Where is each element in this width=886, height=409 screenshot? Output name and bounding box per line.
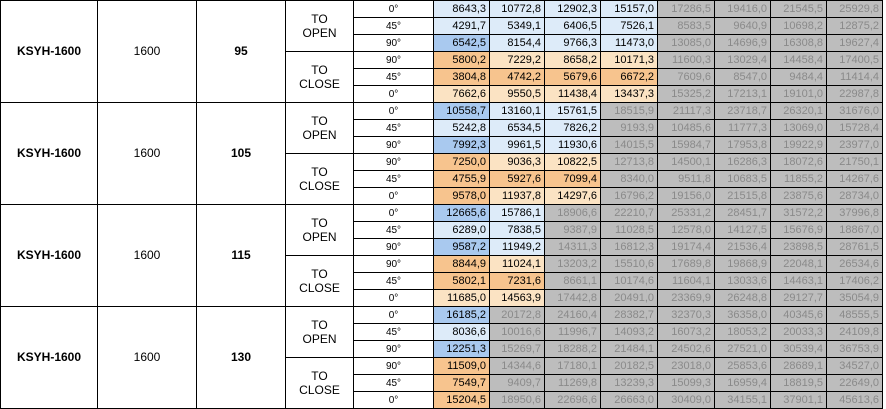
value-cell: 11438,4: [545, 86, 601, 103]
value-cell: 26320,1: [771, 103, 827, 120]
value-cell: 9766,3: [545, 35, 601, 52]
value-cell: 7250,0: [434, 154, 490, 171]
value-cell: 10772,8: [490, 1, 545, 18]
value-cell: 14458,4: [771, 52, 827, 69]
value-cell: 19156,0: [658, 188, 715, 205]
value-cell: 19868,9: [715, 256, 771, 273]
value-cell: 16185,2: [434, 307, 490, 324]
angle-cell: 90°: [354, 239, 434, 256]
value-cell: 8340,0: [601, 171, 658, 188]
value-cell: 15099,3: [658, 375, 715, 392]
angle-cell: 45°: [354, 171, 434, 188]
value-cell: 7229,2: [490, 52, 545, 69]
value-cell: 23875,6: [771, 188, 827, 205]
angle-cell: 0°: [354, 1, 434, 18]
value-cell: 20033,3: [771, 324, 827, 341]
value-cell: 13033,6: [715, 273, 771, 290]
value-cell: 36358,0: [715, 307, 771, 324]
value-cell: 15728,4: [827, 120, 883, 137]
value-cell: 11414,4: [827, 69, 883, 86]
value-cell: 8547,0: [715, 69, 771, 86]
direction-label: TO CLOSE: [286, 358, 354, 409]
value-cell: 15204,5: [434, 392, 490, 409]
size-cell: 1600: [98, 307, 197, 409]
value-cell: 34155,1: [715, 392, 771, 409]
value-cell: 30409,0: [658, 392, 715, 409]
value-cell: 11937,8: [490, 188, 545, 205]
value-cell: 17180,1: [545, 358, 601, 375]
value-cell: 17400,5: [827, 52, 883, 69]
value-cell: 25929,8: [827, 1, 883, 18]
table-row: [1, 1, 883, 18]
value-cell: 11509,0: [434, 358, 490, 375]
angle-cell: 90°: [354, 52, 434, 69]
value-cell: 7662,6: [434, 86, 490, 103]
value-cell: 22649,0: [827, 375, 883, 392]
torque-cell: 130: [197, 307, 286, 409]
value-cell: 7826,2: [545, 120, 601, 137]
value-cell: 10171,3: [601, 52, 658, 69]
value-cell: 5800,2: [434, 52, 490, 69]
value-cell: 10683,5: [715, 171, 771, 188]
model-cell: KSYH-1600: [1, 103, 98, 205]
value-cell: 11604,1: [658, 273, 715, 290]
value-cell: 10174,6: [601, 273, 658, 290]
value-cell: 23977,0: [827, 137, 883, 154]
size-cell: 1600: [98, 1, 197, 103]
value-cell: 17286,5: [658, 1, 715, 18]
value-cell: 37901,1: [771, 392, 827, 409]
value-cell: 15269,7: [490, 341, 545, 358]
value-cell: 11028,5: [601, 222, 658, 239]
value-cell: 13085,0: [658, 35, 715, 52]
value-cell: 34527,0: [827, 358, 883, 375]
value-cell: 15761,5: [545, 103, 601, 120]
value-cell: 9587,2: [434, 239, 490, 256]
value-cell: 4291,7: [434, 18, 490, 35]
angle-cell: 0°: [354, 392, 434, 409]
torque-cell: 105: [197, 103, 286, 205]
table-body: [1, 1, 883, 409]
direction-label: TO OPEN: [286, 307, 354, 358]
angle-cell: 0°: [354, 290, 434, 307]
value-cell: 15984,7: [658, 137, 715, 154]
value-cell: 14311,3: [545, 239, 601, 256]
value-cell: 15157,0: [601, 1, 658, 18]
angle-cell: 0°: [354, 103, 434, 120]
value-cell: 7549,7: [434, 375, 490, 392]
value-cell: 13160,1: [490, 103, 545, 120]
value-cell: 40345,6: [771, 307, 827, 324]
value-cell: 17213,1: [715, 86, 771, 103]
angle-cell: 0°: [354, 205, 434, 222]
angle-cell: 45°: [354, 375, 434, 392]
value-cell: 11685,0: [434, 290, 490, 307]
value-cell: 13239,3: [601, 375, 658, 392]
value-cell: 20182,5: [601, 358, 658, 375]
value-cell: 19627,4: [827, 35, 883, 52]
value-cell: 26663,0: [601, 392, 658, 409]
value-cell: 14093,2: [601, 324, 658, 341]
value-cell: 11473,0: [601, 35, 658, 52]
direction-label: TO CLOSE: [286, 256, 354, 307]
value-cell: 19922,9: [771, 137, 827, 154]
value-cell: 31676,0: [827, 103, 883, 120]
value-cell: 9484,4: [771, 69, 827, 86]
table-row: [1, 307, 883, 324]
value-cell: 19174,4: [658, 239, 715, 256]
value-cell: 18072,6: [771, 154, 827, 171]
value-cell: 5927,6: [490, 171, 545, 188]
value-cell: 18819,5: [771, 375, 827, 392]
value-cell: 14267,6: [827, 171, 883, 188]
value-cell: 11949,2: [490, 239, 545, 256]
value-cell: 7992,3: [434, 137, 490, 154]
angle-cell: 90°: [354, 341, 434, 358]
value-cell: 12665,6: [434, 205, 490, 222]
value-cell: 12578,0: [658, 222, 715, 239]
angle-cell: 45°: [354, 222, 434, 239]
value-cell: 37996,8: [827, 205, 883, 222]
value-cell: 18515,9: [601, 103, 658, 120]
value-cell: 18906,6: [545, 205, 601, 222]
value-cell: 9961,5: [490, 137, 545, 154]
angle-cell: 90°: [354, 35, 434, 52]
torque-cell: 115: [197, 205, 286, 307]
value-cell: 15510,6: [601, 256, 658, 273]
value-cell: 28451,7: [715, 205, 771, 222]
value-cell: 12713,8: [601, 154, 658, 171]
value-cell: 21536,4: [715, 239, 771, 256]
value-cell: 10822,5: [545, 154, 601, 171]
value-cell: 17689,8: [658, 256, 715, 273]
value-cell: 9640,9: [715, 18, 771, 35]
value-cell: 9578,0: [434, 188, 490, 205]
value-cell: 11024,1: [490, 256, 545, 273]
value-cell: 11269,8: [545, 375, 601, 392]
value-cell: 3804,8: [434, 69, 490, 86]
value-cell: 5802,1: [434, 273, 490, 290]
value-cell: 8036,6: [434, 324, 490, 341]
direction-label: TO OPEN: [286, 103, 354, 154]
value-cell: 17406,2: [827, 273, 883, 290]
value-cell: 24109,8: [827, 324, 883, 341]
value-cell: 23369,9: [658, 290, 715, 307]
value-cell: 21117,3: [658, 103, 715, 120]
value-cell: 18867,0: [827, 222, 883, 239]
value-cell: 7609,6: [658, 69, 715, 86]
value-cell: 10558,7: [434, 103, 490, 120]
value-cell: 18288,2: [545, 341, 601, 358]
value-cell: 13029,4: [715, 52, 771, 69]
value-cell: 10698,2: [771, 18, 827, 35]
value-cell: 24502,6: [658, 341, 715, 358]
value-cell: 16796,2: [601, 188, 658, 205]
value-cell: 12251,3: [434, 341, 490, 358]
value-cell: 10016,6: [490, 324, 545, 341]
value-cell: 12875,2: [827, 18, 883, 35]
direction-label: TO OPEN: [286, 205, 354, 256]
value-cell: 14344,6: [490, 358, 545, 375]
value-cell: 23718,7: [715, 103, 771, 120]
value-cell: 28689,1: [771, 358, 827, 375]
angle-cell: 0°: [354, 86, 434, 103]
value-cell: 17953,8: [715, 137, 771, 154]
value-cell: 35054,9: [827, 290, 883, 307]
angle-cell: 90°: [354, 358, 434, 375]
direction-label: TO CLOSE: [286, 154, 354, 205]
value-cell: 16286,3: [715, 154, 771, 171]
value-cell: 6406,5: [545, 18, 601, 35]
value-cell: 19101,0: [771, 86, 827, 103]
value-cell: 8658,2: [545, 52, 601, 69]
angle-cell: 90°: [354, 137, 434, 154]
model-cell: KSYH-1600: [1, 205, 98, 307]
value-cell: 22048,1: [771, 256, 827, 273]
angle-cell: 45°: [354, 273, 434, 290]
value-cell: 21750,1: [827, 154, 883, 171]
value-cell: 45613,6: [827, 392, 883, 409]
value-cell: 28382,7: [601, 307, 658, 324]
value-cell: 16308,8: [771, 35, 827, 52]
value-cell: 26248,8: [715, 290, 771, 307]
value-cell: 23018,0: [658, 358, 715, 375]
value-cell: 7838,5: [490, 222, 545, 239]
value-cell: 9511,8: [658, 171, 715, 188]
size-cell: 1600: [98, 103, 197, 205]
table-row: [1, 205, 883, 222]
value-cell: 20172,8: [490, 307, 545, 324]
value-cell: 25853,6: [715, 358, 771, 375]
value-cell: 6289,0: [434, 222, 490, 239]
value-cell: 8844,9: [434, 256, 490, 273]
value-cell: 6542,5: [434, 35, 490, 52]
value-cell: 9409,7: [490, 375, 545, 392]
value-cell: 8583,5: [658, 18, 715, 35]
value-cell: 11996,7: [545, 324, 601, 341]
value-cell: 8643,3: [434, 1, 490, 18]
value-cell: 48555,5: [827, 307, 883, 324]
value-cell: 22987,8: [827, 86, 883, 103]
angle-cell: 0°: [354, 188, 434, 205]
angle-cell: 45°: [354, 120, 434, 137]
value-cell: 11777,3: [715, 120, 771, 137]
value-cell: 6534,5: [490, 120, 545, 137]
size-cell: 1600: [98, 205, 197, 307]
value-cell: 7526,1: [601, 18, 658, 35]
table-row: [1, 103, 883, 120]
value-cell: 14127,5: [715, 222, 771, 239]
value-cell: 14563,9: [490, 290, 545, 307]
value-cell: 14463,1: [771, 273, 827, 290]
value-cell: 28734,0: [827, 188, 883, 205]
torque-cell: 95: [197, 1, 286, 103]
value-cell: 9193,9: [601, 120, 658, 137]
value-cell: 28761,5: [827, 239, 883, 256]
value-cell: 18950,6: [490, 392, 545, 409]
value-cell: 9550,5: [490, 86, 545, 103]
value-cell: 23898,5: [771, 239, 827, 256]
value-cell: 7099,4: [545, 171, 601, 188]
value-cell: 17442,8: [545, 290, 601, 307]
value-cell: 13069,0: [771, 120, 827, 137]
value-cell: 5679,6: [545, 69, 601, 86]
value-cell: 5349,1: [490, 18, 545, 35]
model-cell: KSYH-1600: [1, 307, 98, 409]
value-cell: 29127,7: [771, 290, 827, 307]
value-cell: 16812,3: [601, 239, 658, 256]
value-cell: 13437,3: [601, 86, 658, 103]
value-cell: 6672,2: [601, 69, 658, 86]
value-cell: 11855,2: [771, 171, 827, 188]
value-cell: 9036,3: [490, 154, 545, 171]
value-cell: 14500,1: [658, 154, 715, 171]
value-cell: 15676,9: [771, 222, 827, 239]
value-cell: 20491,0: [601, 290, 658, 307]
value-cell: 5242,8: [434, 120, 490, 137]
value-cell: 13203,2: [545, 256, 601, 273]
model-cell: KSYH-1600: [1, 1, 98, 103]
value-cell: 4742,2: [490, 69, 545, 86]
value-cell: 21545,5: [771, 1, 827, 18]
angle-cell: 0°: [354, 307, 434, 324]
value-cell: 11930,6: [545, 137, 601, 154]
value-cell: 12902,3: [545, 1, 601, 18]
value-cell: 4755,9: [434, 171, 490, 188]
value-cell: 32370,3: [658, 307, 715, 324]
value-cell: 8154,4: [490, 35, 545, 52]
angle-cell: 45°: [354, 18, 434, 35]
value-cell: 27521,0: [715, 341, 771, 358]
angle-cell: 90°: [354, 154, 434, 171]
value-cell: 7231,6: [490, 273, 545, 290]
angle-cell: 45°: [354, 69, 434, 86]
value-cell: 8661,1: [545, 273, 601, 290]
value-cell: 9387,9: [545, 222, 601, 239]
value-cell: 21515,8: [715, 188, 771, 205]
value-cell: 22210,7: [601, 205, 658, 222]
value-cell: 18053,2: [715, 324, 771, 341]
value-cell: 19416,0: [715, 1, 771, 18]
value-cell: 26534,6: [827, 256, 883, 273]
value-cell: 30539,4: [771, 341, 827, 358]
direction-label: TO OPEN: [286, 1, 354, 52]
angle-cell: 90°: [354, 256, 434, 273]
value-cell: 14297,6: [545, 188, 601, 205]
value-cell: 16073,2: [658, 324, 715, 341]
value-cell: 11600,3: [658, 52, 715, 69]
value-cell: 22696,6: [545, 392, 601, 409]
value-cell: 14696,9: [715, 35, 771, 52]
value-cell: 36753,9: [827, 341, 883, 358]
value-cell: 15325,2: [658, 86, 715, 103]
angle-cell: 45°: [354, 324, 434, 341]
value-cell: 25331,2: [658, 205, 715, 222]
value-cell: 21484,1: [601, 341, 658, 358]
value-cell: 15786,1: [490, 205, 545, 222]
direction-label: TO CLOSE: [286, 52, 354, 103]
value-cell: 24160,4: [545, 307, 601, 324]
value-cell: 16959,4: [715, 375, 771, 392]
value-cell: 31572,2: [771, 205, 827, 222]
value-cell: 14015,5: [601, 137, 658, 154]
value-cell: 10485,6: [658, 120, 715, 137]
